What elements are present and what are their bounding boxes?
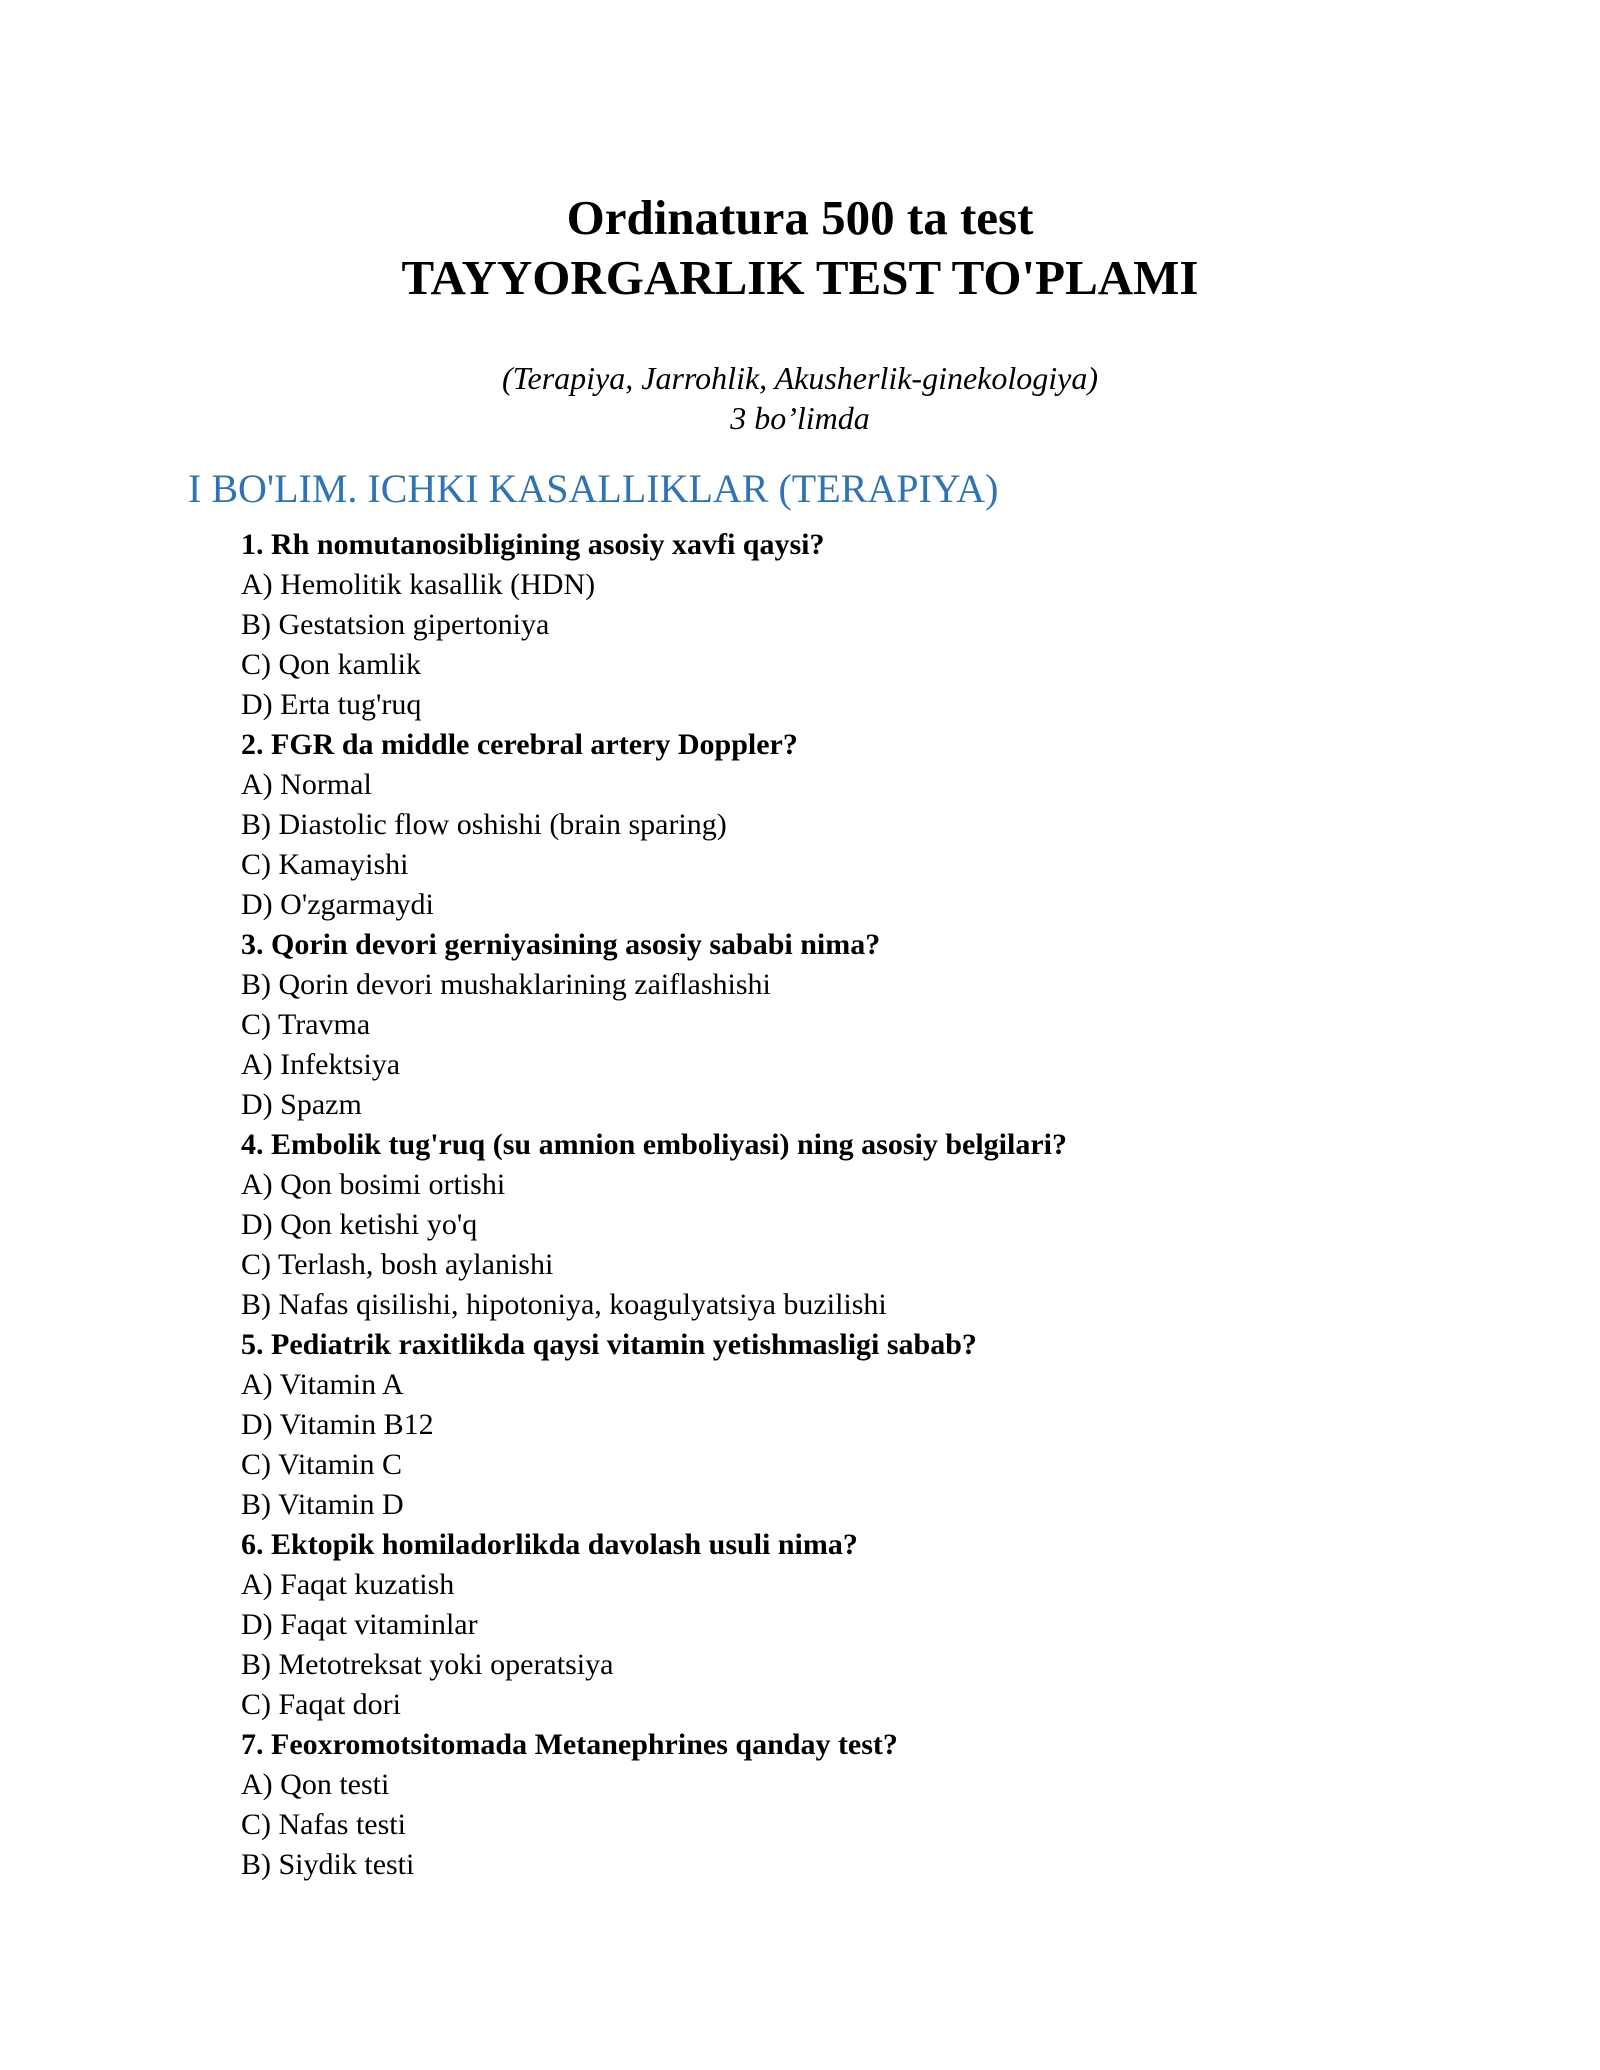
subtitle-line-1: (Terapiya, Jarrohlik, Akusherlik-ginekologiya) [501,360,1099,396]
answer-option: A) Vitamin A [241,1368,404,1401]
answer-option: C) Nafas testi [241,1808,406,1841]
answer-option: A) Hemolitik kasallik (HDN) [241,568,596,601]
question-text: 4. Embolik tug'ruq (su amnion emboliyasi) ning asosiy belgilari? [241,1128,1067,1161]
section-heading: I BO'LIM. ICHKI KASALLIKLAR (TERAPIYA) [188,466,999,511]
question-item [241,1125,1067,1325]
question-item [241,1725,1067,1885]
question-item [241,1525,1067,1725]
answer-option: B) Vitamin D [241,1488,404,1521]
question-item [241,725,1067,925]
answer-option: B) Diastolic flow oshishi (brain sparing) [241,808,727,841]
question-text: 6. Ektopik homiladorlikda davolash usuli nima? [241,1528,858,1561]
subtitle-line-2: 3 bo’limda [730,400,870,436]
answer-options [241,1165,1067,1325]
answer-options [241,965,1067,1125]
question-text: 3. Qorin devori gerniyasining asosiy sababi nima? [241,928,881,961]
question-item [241,925,1067,1125]
question-item [241,525,1067,725]
answer-option: D) Qon ketishi yo'q [241,1208,478,1241]
answer-option: B) Gestatsion gipertoniya [241,608,550,641]
answer-option: B) Qorin devori mushaklarining zaiflashishi [241,968,771,1001]
title-line-1: Ordinatura 500 ta test [566,190,1034,245]
answer-option: D) Spazm [241,1088,362,1121]
question-text: 1. Rh nomutanosibligining asosiy xavfi qaysi? [241,528,825,561]
answer-option: D) Faqat vitaminlar [241,1608,478,1641]
answer-option: C) Kamayishi [241,848,409,881]
question-text: 2. FGR da middle cerebral artery Doppler? [241,728,798,761]
answer-option: A) Normal [241,768,372,801]
answer-options [241,1565,1067,1725]
document-subtitle [0,358,1600,438]
question-list [241,525,1067,1885]
answer-options [241,565,1067,725]
answer-options [241,765,1067,925]
question-text: 5. Pediatrik raxitlikda qaysi vitamin yetishmasligi sabab? [241,1328,977,1361]
answer-option: A) Qon bosimi ortishi [241,1168,506,1201]
question-text: 7. Feoxromotsitomada Metanephrines qanday test? [241,1728,898,1761]
answer-option: A) Qon testi [241,1768,390,1801]
answer-option: B) Nafas qisilishi, hipotoniya, koagulyatsiya buzilishi [241,1288,887,1321]
answer-option: C) Faqat dori [241,1688,401,1721]
answer-options [241,1365,1067,1525]
answer-option: D) Erta tug'ruq [241,688,422,721]
answer-option: C) Vitamin C [241,1448,402,1481]
answer-option: D) Vitamin B12 [241,1408,434,1441]
question-item [241,1325,1067,1525]
document-title [0,188,1600,308]
answer-option: B) Siydik testi [241,1848,415,1881]
answer-option: C) Travma [241,1008,371,1041]
answer-option: C) Terlash, bosh aylanishi [241,1248,554,1281]
answer-option: C) Qon kamlik [241,648,421,681]
answer-option: D) O'zgarmaydi [241,888,434,921]
title-line-2: TAYYORGARLIK TEST TO'PLAMI [401,250,1199,305]
answer-option: A) Faqat kuzatish [241,1568,455,1601]
answer-options [241,1765,1067,1885]
answer-option: A) Infektsiya [241,1048,401,1081]
answer-option: B) Metotreksat yoki operatsiya [241,1648,614,1681]
